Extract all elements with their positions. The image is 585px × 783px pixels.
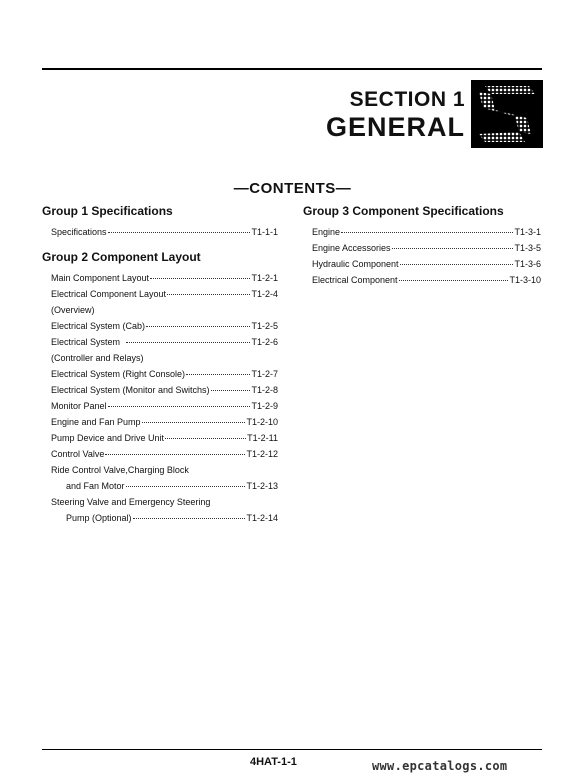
section-title: GENERAL <box>325 112 465 142</box>
leader-dots <box>211 390 251 391</box>
toc-entry-title: Electrical System <box>51 337 121 347</box>
toc-entry[interactable] <box>42 510 278 526</box>
toc-entry-page: T1-2-14 <box>246 513 278 523</box>
toc-entry[interactable] <box>42 318 278 334</box>
section-label: SECTION 1 <box>349 88 465 111</box>
toc-entry[interactable] <box>42 224 278 240</box>
toc-entry-page: T1-2-1 <box>251 273 278 283</box>
toc-entry-title: Pump Device and Drive Unit <box>51 433 165 443</box>
top-rule <box>42 68 542 70</box>
toc-entry-page: T1-2-13 <box>246 481 278 491</box>
leader-dots <box>126 486 246 487</box>
toc-entry-title: Electrical Component <box>312 275 398 285</box>
toc-entry-page: T1-2-7 <box>251 369 278 379</box>
toc-entry-title: and Fan Motor <box>66 481 125 491</box>
toc-entry-page: T1-1-1 <box>251 227 278 237</box>
toc-entry-page: T1-2-11 <box>247 433 278 443</box>
toc-entry-page: T1-2-5 <box>251 321 278 331</box>
toc-entry-title: (Controller and Relays) <box>51 353 144 363</box>
leader-dots <box>186 374 250 375</box>
toc-entry[interactable] <box>42 270 278 286</box>
toc-entry[interactable] <box>42 398 278 414</box>
toc-entry-page: T1-3-5 <box>514 243 541 253</box>
toc-entry-page: T1-3-10 <box>509 275 541 285</box>
toc-entry-page: T1-2-6 <box>251 337 278 347</box>
toc-entry-continuation <box>42 302 278 318</box>
toc-entry[interactable] <box>42 286 278 302</box>
contents-column-right <box>303 204 541 288</box>
section-header <box>326 88 465 142</box>
toc-entry-title: Electrical System (Right Console) <box>51 369 186 379</box>
toc-entry-title: Electrical System (Monitor and Switchs) <box>51 385 210 395</box>
group-3 <box>303 204 541 288</box>
leader-dots <box>400 264 514 265</box>
group-1 <box>42 204 278 240</box>
toc-entry-title: Specifications <box>51 227 107 237</box>
leader-dots <box>105 454 245 455</box>
toc-entry-title: Control Valve <box>51 449 105 459</box>
leader-dots <box>126 342 250 343</box>
toc-entry[interactable] <box>303 272 541 288</box>
toc-entry-title: Steering Valve and Emergency Steering <box>51 497 211 507</box>
toc-entry-continuation <box>42 494 278 510</box>
toc-entry[interactable] <box>42 446 278 462</box>
watermark-text: www.epcatalogs.com <box>372 759 508 773</box>
leader-dots <box>108 232 251 233</box>
bottom-rule <box>42 749 542 750</box>
group-title: Group 3 Component Specifications <box>303 204 504 218</box>
toc-entry-title: Main Component Layout <box>51 273 150 283</box>
toc-entry[interactable] <box>303 224 541 240</box>
toc-entry-page: T1-2-12 <box>246 449 278 459</box>
toc-entry[interactable] <box>42 382 278 398</box>
toc-entry-page: T1-2-4 <box>251 289 278 299</box>
toc-entry-page: T1-2-8 <box>251 385 278 395</box>
section-s-logo-icon <box>471 80 543 148</box>
leader-dots <box>142 422 246 423</box>
toc-entry-title: Engine Accessories <box>312 243 391 253</box>
toc-entry-page: T1-2-10 <box>246 417 278 427</box>
toc-entry-title: Engine <box>312 227 341 237</box>
toc-entry-continuation <box>42 350 278 366</box>
leader-dots <box>167 294 250 295</box>
toc-entry-title: Pump (Optional) <box>66 513 132 523</box>
leader-dots <box>341 232 513 233</box>
toc-entry-title: Ride Control Valve,Charging Block <box>51 465 189 475</box>
contents-column-left <box>42 204 278 526</box>
toc-entry-page: T1-3-1 <box>514 227 541 237</box>
toc-entry[interactable] <box>42 478 278 494</box>
leader-dots <box>165 438 246 439</box>
toc-entry-title: Monitor Panel <box>51 401 107 411</box>
contents-heading: —CONTENTS— <box>233 180 352 197</box>
toc-entry[interactable] <box>42 414 278 430</box>
group-2 <box>42 250 278 526</box>
toc-entry-title: Electrical Component Layout <box>51 289 167 299</box>
toc-entry[interactable] <box>303 256 541 272</box>
toc-entry-title: Electrical System (Cab) <box>51 321 146 331</box>
leader-dots <box>150 278 250 279</box>
toc-entry[interactable] <box>303 240 541 256</box>
leader-dots <box>108 406 251 407</box>
toc-entry-title: Hydraulic Component <box>312 259 399 269</box>
toc-entry-title: (Overview) <box>51 305 95 315</box>
page-number: 4HAT-1-1 <box>250 756 297 768</box>
toc-entry[interactable] <box>42 430 278 446</box>
toc-entry[interactable] <box>42 334 278 350</box>
toc-entry-page: T1-2-9 <box>251 401 278 411</box>
toc-entry-continuation <box>42 462 278 478</box>
toc-entry[interactable] <box>42 366 278 382</box>
leader-dots <box>399 280 509 281</box>
leader-dots <box>392 248 514 249</box>
group-title: Group 1 Specifications <box>42 204 173 218</box>
toc-entry-title: Engine and Fan Pump <box>51 417 141 427</box>
group-title: Group 2 Component Layout <box>42 250 201 264</box>
leader-dots <box>133 518 246 519</box>
toc-entry-page: T1-3-6 <box>514 259 541 269</box>
leader-dots <box>146 326 250 327</box>
